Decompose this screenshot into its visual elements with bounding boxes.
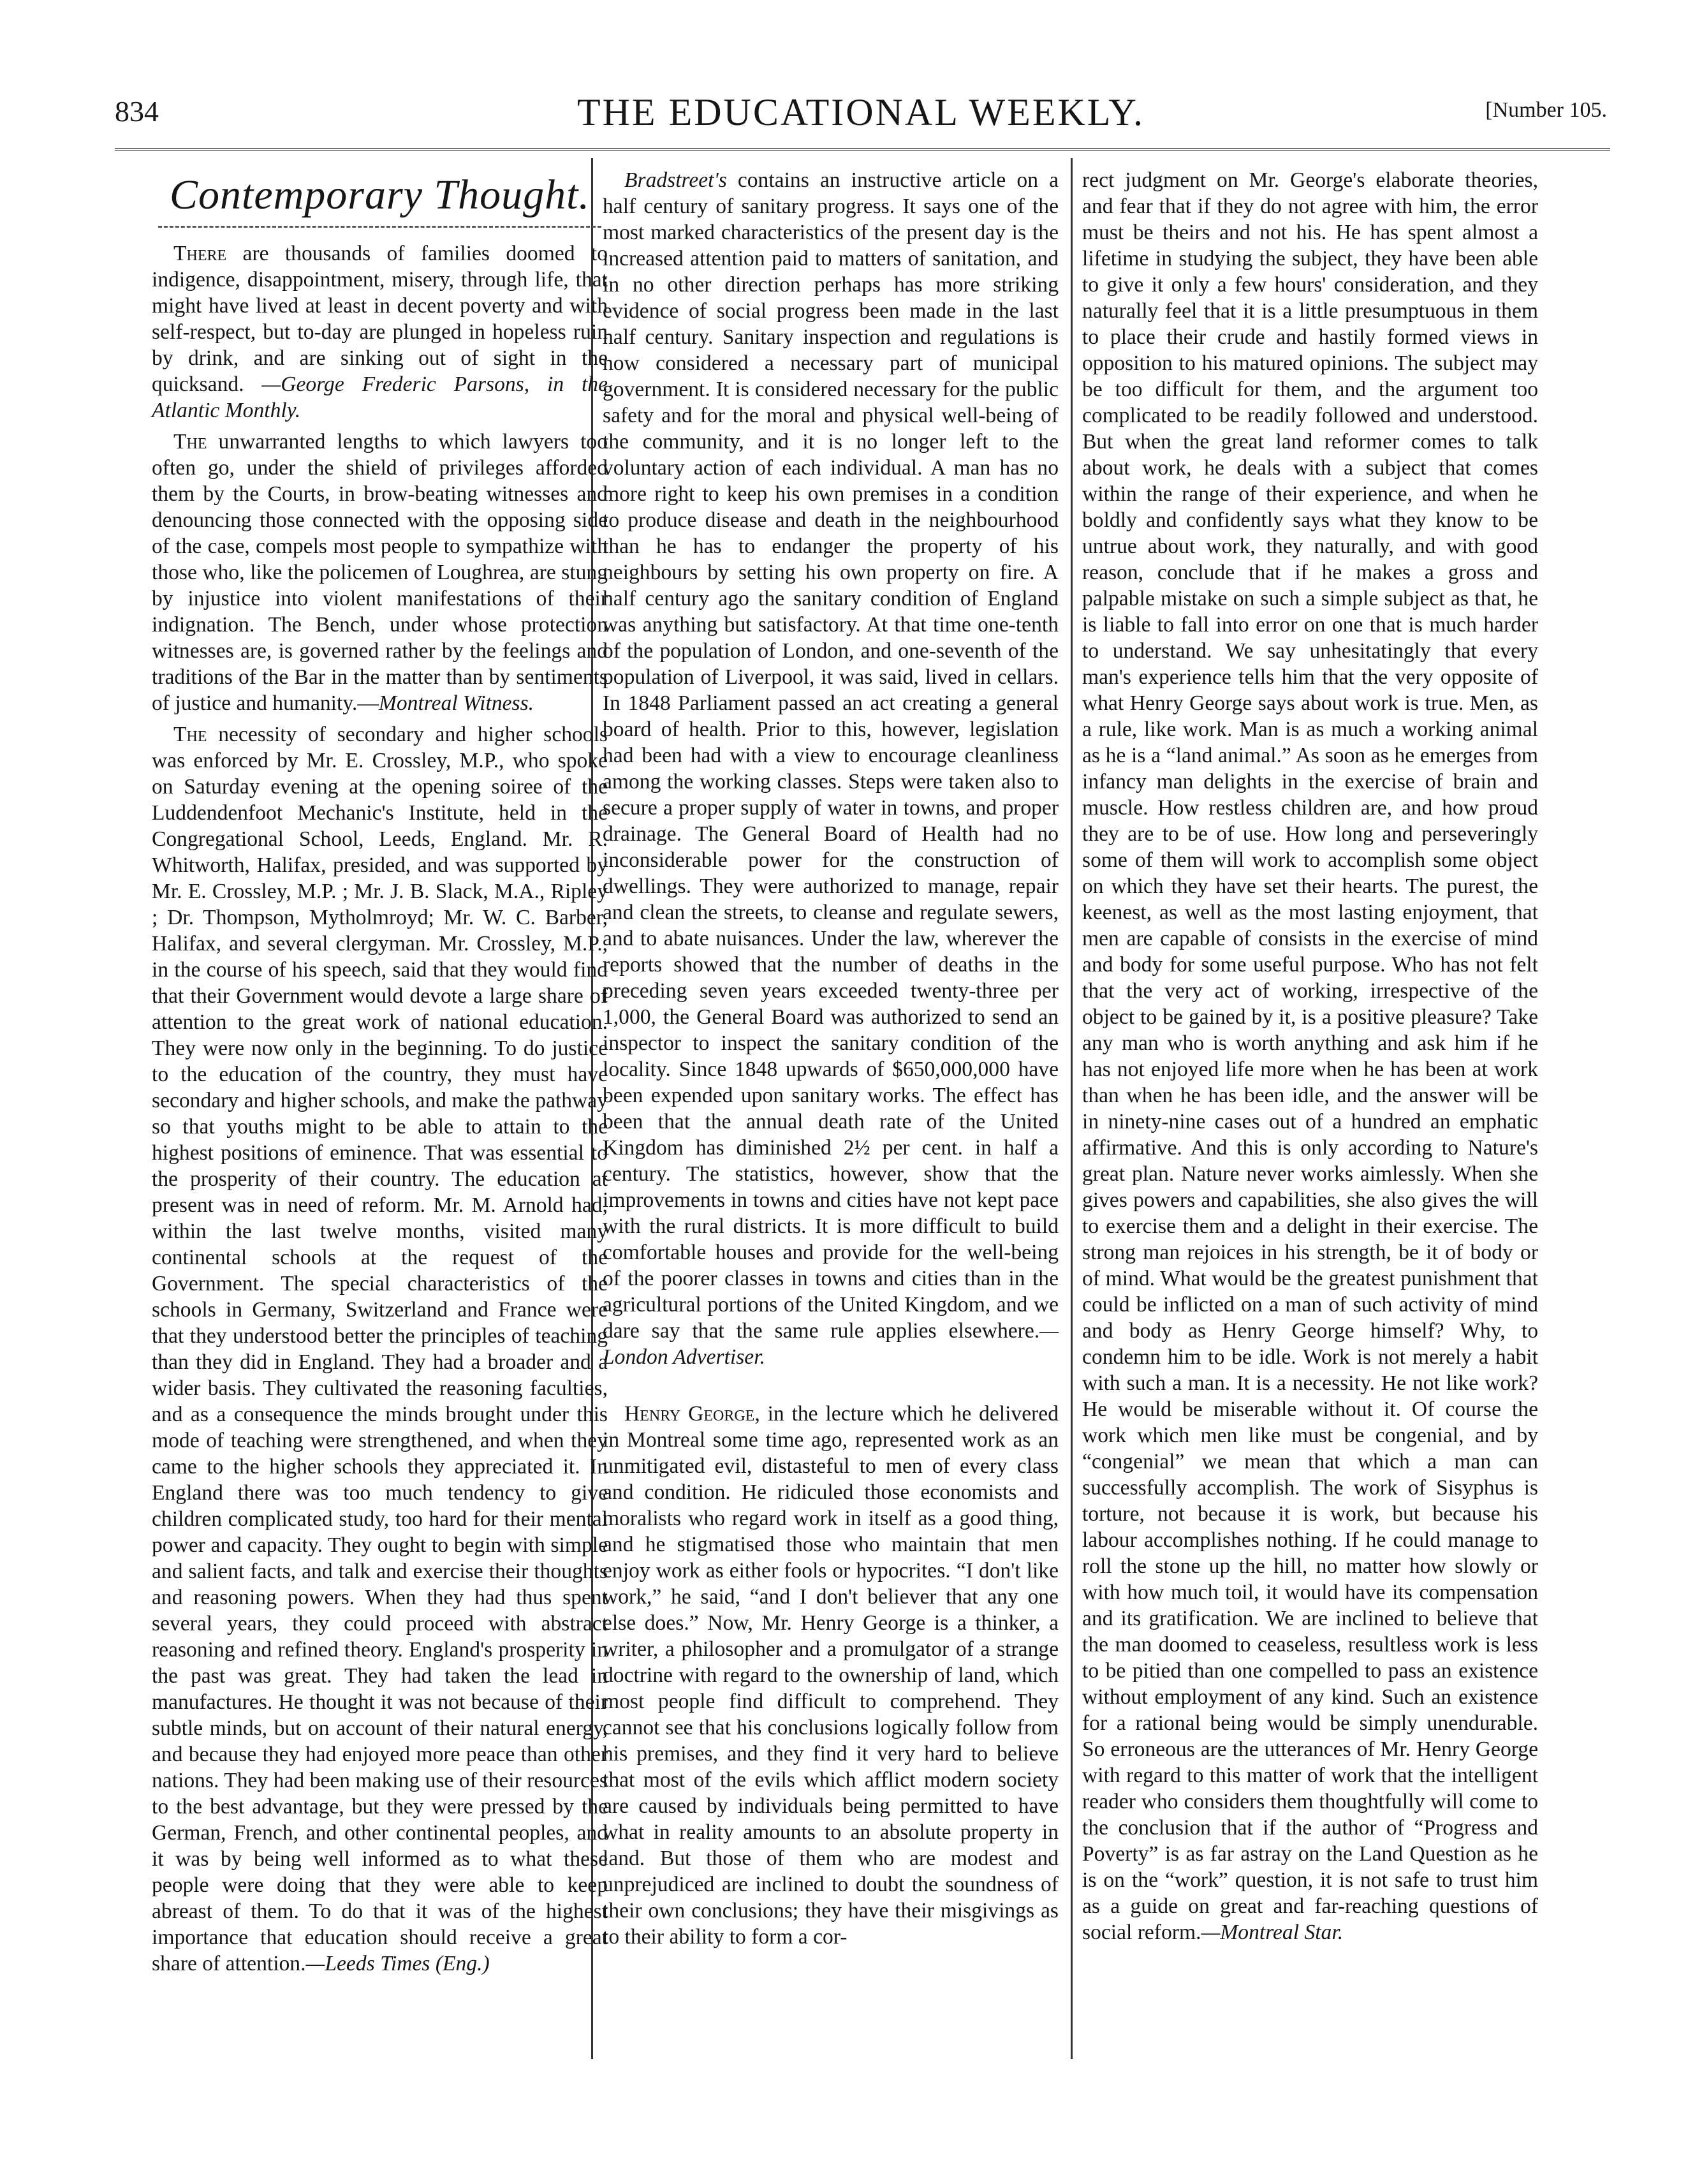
column-divider [1071, 158, 1073, 2059]
page-header [115, 91, 1607, 139]
article-schools: The necessity of secondary and higher schools was enforced by Mr. E. Crossley, M.P., who spoke on Saturday evening at the opening soiree of the Luddendenfoot Mechanic's Institute, held in the Congregational School, Leeds, England. Mr. R. Whitworth, Halifax, presided, and was supported by Mr. E. Crossley, M.P. ; Mr. J. B. Slack, M.A., Ripley ; Dr. Thompson, Mytholmroyd; Mr. W. C. Barber, Halifax, and several clergyman. Mr. Crossley, M.P., in the course of his speech, said that they would find that their Government would devote a large share of attention to the great work of national education. They were now only in the beginning. To do justice to the education of the country, they must have secondary and higher schools, and make the pathway so that youths might to be able to attain to the highest positions of eminence. That was essential to the prosperity of their country. The education at present was in need of reform. Mr. M. Arnold had, within the last twelve months, visited many continental schools at the request of the Government. The special characteristics of the schools in Germany, Switzerland and France were that they understood better the principles of teaching than they did in England. They had a broader and a wider basis. They cultivated the reasoning faculties, and as a consequence the minds brought under this mode of teaching were strengthened, and when they came to the higher schools they appreciated it. In England there was too much tendency to give children complicated study, too hard for their mental power and capacity. They ought to begin with simple and salient facts, and talk and exercise their thoughts and reasoning powers. When they had thus spent several years, they could proceed with abstract reasoning and refined theory. England's prosperity in the past was great. They had taken the lead in manufactures. He thought it was not because of their subtle minds, but on account of their natural energy, and because they had enjoyed more peace than other nations. They had been making use of their resources to the best advantage, but they were pressed by the German, French, and other continental peoples, and it was by being well informed as to what these people were doing that they were able to keep abreast of them. To do that it was of the highest importance that education should receive a great share of attention.—Leeds Times (Eng.) [152, 723, 608, 1975]
journal-title: THE EDUCATIONAL WEEKLY. [576, 91, 1145, 133]
column-2 [603, 167, 1059, 1955]
article-henry-george-continued: rect judgment on Mr. George's elaborate theories, and fear that if they do not agree with him, the error must be theirs and not his. He has spent almost a lifetime in studying the subject, they have been able to give it only a few hours' consideration, and they naturally feel that it is a little presumptuous in them to place their crude and hastily formed views in opposition to his matured opinions. The subject may be too difficult for them, and the argument too complicated to be readily followed and understood. But when the great land reformer comes to talk about work, he deals with a subject that comes within the range of their experience, and when he boldly and confidently says what they know to be untrue about work, they naturally, and with good reason, conclude that if he makes a gross and palpable mistake on such a simple subject as that, he is liable to fall into error on one that is much harder to understand. We say unhesitatingly that every man's experience tells him that the very opposite of what Henry George says about work is true. Men, as a rule, like work. Man is as much a working animal as he is a “land animal.” As soon as he emerges from infancy man delights in the exercise of brain and muscle. How restless children are, and how proud they are to be of use. How long and perseveringly some of them will work to accomplish some object on which they have set their hearts. The purest, the keenest, as well as the most lasting enjoyment, that men are capable of consists in the exercise of mind and body for some useful purpose. Who has not felt that the very act of working, irrespective of the object to be gained by it, is a positive pleasure? Take any man who is worth anything and ask him if he has not enjoyed life more when he has been at work than when he has been idle, and the answer will be in ninety-nine cases out of a hundred an emphatic affirmative. And this is only according to Nature's great plan. Nature never works aimlessly. When she gives powers and capabilities, she also gives the will to exercise them and a delight in their exercise. The strong man rejoices in his strength, be it of body or of mind. What would be the greatest punishment that could be inflicted on a man of such activity of mind and body as Henry George himself? Why, to condemn him to be idle. Work is not merely a habit with such a man. It is a necessity. He not like work? He would be miserable without it. Of course the work which men like must be congenial, and by “congenial” we mean that which a man can successfully accomplish. The work of Sisyphus is torture, not because it is work, but because his labour accomplishes nothing. If he could manage to roll the stone up the hill, no matter how slowly or with how much toil, it would have its compensation and its gratification. We are inclined to believe that the man doomed to ceaseless, resultless work is less to be pitied than one compelled to pass an existence without employment of any kind. Such an existence for a rational being would be simply unendurable. So erroneous are the utterances of Mr. Henry George with regard to this matter of work that the intelligent reader who considers them thoughtfully will come to the conclusion that if the author of “Progress and Poverty” is as far astray on the Land Question as he is on the “work” question, it is not safe to trust him as a guide on great and far-reaching questions of social reform.—Montreal Star. [1082, 168, 1538, 1944]
column-1 [152, 167, 608, 1982]
page-number: 834 [115, 95, 159, 128]
issue-number: [Number 105. [1485, 98, 1607, 122]
column-3 [1082, 167, 1538, 1951]
section-title: Contemporary Thought. [169, 172, 591, 218]
article-henry-george: Henry George, in the lecture which he delivered in Montreal some time ago, represented work as an unmitigated evil, distasteful to men of every class and condition. He ridiculed those economists and moralists who regard work in itself as a good thing, and he stigmatised those who maintain that men enjoy work as either fools or hypocrites. “I don't like work,” he said, “and I don't believer that any one else does.” Now, Mr. Henry George is a thinker, a writer, a philosopher and a promulgator of a strange doctrine with regard to the ownership of land, which most people find difficult to comprehend. They cannot see that his conclusions logically follow from his premises, and they find it very hard to believe that most of the evils which afflict modern society are caused by individuals being permitted to have what in reality amounts to an absolute property in land. But those of them who are modest and unprejudiced are inclined to doubt the soundness of their own conclusions; they have their misgivings as to their ability to form a cor- [603, 1402, 1059, 1949]
article-drink: There are thousands of families doomed to indigence, disappointment, misery, through life, that might have lived at least in decent poverty and with self-respect, but to-day are plunged in hopeless ruin by drink, and are sinking out of sight in the quicksand. —George Frederic Parsons, in the Atlantic Monthly. [152, 242, 608, 422]
article-lawyers: The unwarranted lengths to which lawyers too often go, under the shield of privileges afforded them by the Courts, in brow-beating witnesses and denouncing those connected with the opposing side of the case, compels most people to sympathize with those who, like the policemen of Loughrea, are stung by injustice into violent manifestations of their indignation. The Bench, under whose protection witnesses are, is governed rather by the feelings and traditions of the Bar in the matter than by sentiments of justice and humanity.—Montreal Witness. [152, 430, 608, 715]
article-sanitary: Bradstreet's contains an instructive article on a half century of sanitary progress. It says one of the most marked characteristics of the present day is the increased attention paid to matters of sanitation, and in no other direction perhaps has more striking evidence of social progress been made in the last half century. Sanitary inspection and regulations is now considered a necessary part of municipal government. It is considered necessary for the public safety and for the moral and physical well-being of the community, and it is no longer left to the voluntary action of each individual. A man has no more right to keep his own premises in a condition to produce disease and death in the neighbourhood than he has to endanger the property of his neighbours by setting his own property on fire. A half century ago the sanitary condition of England was anything but satisfactory. At that time one-tenth of the population of London, and one-seventh of the population of Liverpool, it was said, lived in cellars. In 1848 Parliament passed an act creating a general board of health. Prior to this, however, legislation had been had with a view to encourage cleanliness among the working classes. Steps were taken also to secure a proper supply of water in towns, and proper drainage. The General Board of Health had no inconsiderable power for the construction of dwellings. They were authorized to manage, repair and clean the streets, to cleanse and regulate sewers, and to abate nuisances. Under the law, wherever the reports showed that the number of deaths in the preceding seven years exceeded twenty-three per 1,000, the General Board was authorized to send an inspector to inspect the sanitary condition of the locality. Since 1848 upwards of $650,000,000 have been expended upon sanitary works. The effect has been that the annual death rate of the United Kingdom has diminished 2½ per cent. in half a century. The statistics, however, show that the improvements in towns and cities have not kept pace with the rural districts. It is more difficult to build comfortable houses and provide for the well-being of the poorer classes in towns and cities than in the agricultural portions of the United Kingdom, and we dare say that the same rule applies elsewhere.—London Advertiser. [603, 168, 1059, 1369]
header-rule [115, 148, 1610, 151]
title-rule [158, 226, 601, 228]
